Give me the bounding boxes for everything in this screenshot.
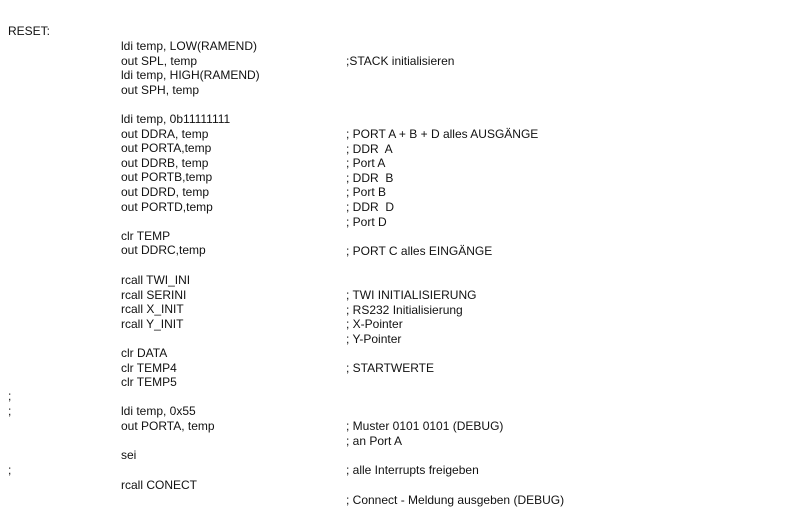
line-instruction: rcall CONECT bbox=[121, 478, 198, 492]
line-instruction: clr TEMP4 bbox=[121, 361, 177, 375]
line-comment: ; DDR A bbox=[346, 142, 393, 156]
line-instruction: ldi temp, 0b11111111 bbox=[121, 112, 231, 126]
line-instruction: out DDRC,temp bbox=[121, 243, 206, 257]
line-instruction: out DDRA, temp bbox=[121, 127, 209, 141]
line-instruction: rcall Y_INIT bbox=[121, 317, 184, 331]
line-comment: ; DDR D bbox=[346, 200, 394, 214]
line-comment: ; Connect - Meldung ausgeben (DEBUG) bbox=[346, 493, 565, 507]
line-comment: ;STACK initialisieren bbox=[346, 54, 455, 68]
line-instruction: ldi temp, HIGH(RAMEND) bbox=[121, 68, 260, 82]
line-comment: ; X-Pointer bbox=[346, 317, 403, 331]
line-comment: ; alle Interrupts freigeben bbox=[346, 463, 479, 477]
line-comment: ; Muster 0101 0101 (DEBUG) bbox=[346, 419, 504, 433]
line-instruction: out PORTA,temp bbox=[121, 141, 212, 155]
line-comment: ; Port B bbox=[346, 185, 387, 199]
line-comment: ; PORT C alles EINGÄNGE bbox=[346, 244, 493, 258]
line-instruction: out DDRD, temp bbox=[121, 185, 210, 199]
line-comment: ; DDR B bbox=[346, 171, 394, 185]
line-comment: ; TWI INITIALISIERUNG bbox=[346, 288, 477, 302]
line-instruction: out DDRB, temp bbox=[121, 156, 209, 170]
line-instruction: clr TEMP bbox=[121, 229, 171, 243]
line-comment: ; PORT A + B + D alles AUSGÄNGE bbox=[346, 127, 539, 141]
line-instruction: out PORTD,temp bbox=[121, 200, 213, 214]
line-instruction: rcall TWI_INI bbox=[121, 273, 191, 287]
line-label: ; bbox=[8, 463, 12, 477]
line-instruction: out PORTB,temp bbox=[121, 170, 213, 184]
line-comment: ; Port A bbox=[346, 156, 386, 170]
line-instruction: ldi temp, LOW(RAMEND) bbox=[121, 39, 258, 53]
line-instruction: ldi temp, 0x55 bbox=[121, 404, 196, 418]
line-instruction: rcall SERINI bbox=[121, 288, 187, 302]
line-label: ; bbox=[8, 389, 12, 403]
line-instruction: out SPL, temp bbox=[121, 54, 198, 68]
line-instruction: sei bbox=[121, 448, 137, 462]
line-instruction: clr TEMP5 bbox=[121, 375, 177, 389]
line-comment: ; Y-Pointer bbox=[346, 332, 402, 346]
line-instruction: clr DATA bbox=[121, 346, 168, 360]
line-instruction: rcall X_INIT bbox=[121, 302, 184, 316]
line-comment: ; an Port A bbox=[346, 434, 403, 448]
line-label: ; bbox=[8, 404, 12, 418]
line-instruction: out PORTA, temp bbox=[121, 419, 215, 433]
line-comment: ; RS232 Initialisierung bbox=[346, 303, 463, 317]
line-label: RESET: bbox=[8, 24, 51, 38]
line-comment: ; STARTWERTE bbox=[346, 361, 435, 375]
line-comment: ; Port D bbox=[346, 215, 387, 229]
line-instruction: out SPH, temp bbox=[121, 83, 200, 97]
